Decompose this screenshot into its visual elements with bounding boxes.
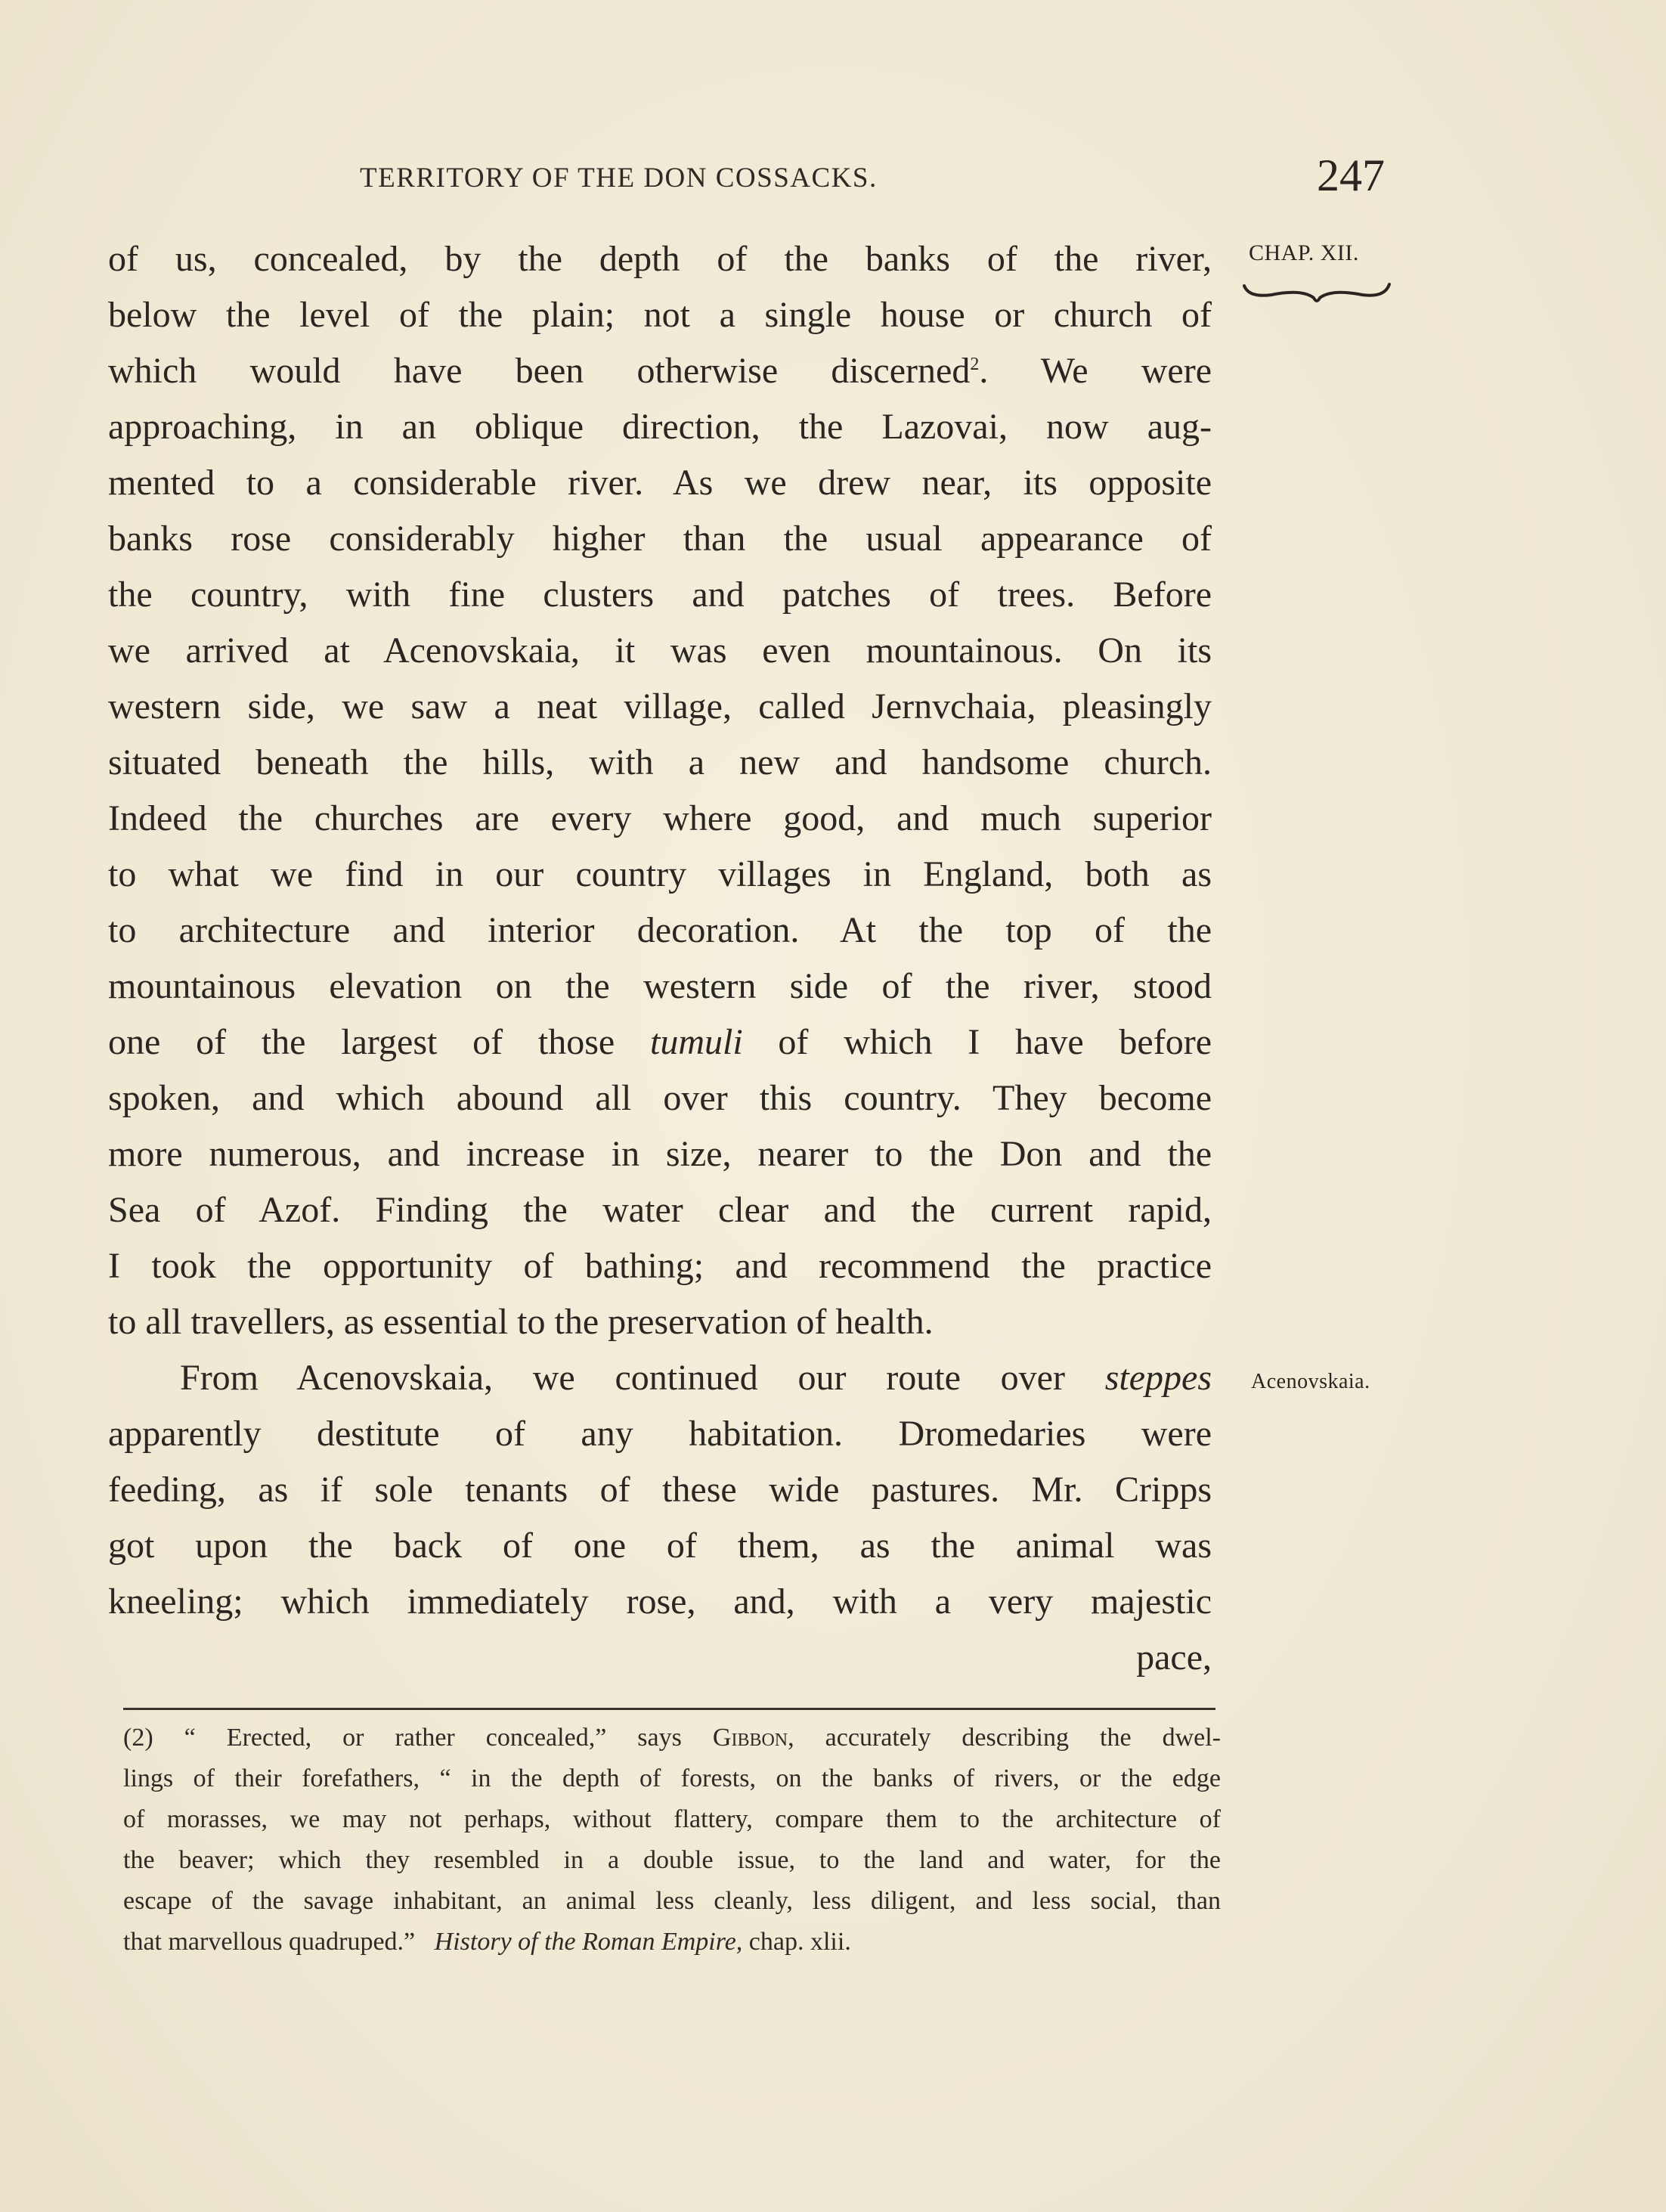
text-line: the country, with fine clusters and patches of trees. Before — [108, 575, 1212, 615]
text-segment: From Acenovskaia, we continued our route over — [180, 1358, 1065, 1398]
text-line: mented to a considerable river. As we drew near, its opposite — [108, 463, 1212, 503]
text-segment: of which I have before — [742, 1022, 1212, 1062]
text-segment: which would have been otherwise discerned — [108, 351, 971, 391]
text-line: below the level of the plain; not a single house or church of — [108, 295, 1212, 335]
brace-ornament-icon — [1241, 278, 1392, 308]
text-line: western side, we saw a neat village, called Jernvchaia, pleasingly — [108, 686, 1212, 726]
text-line: to all travellers, as essential to the preservation of health. — [108, 1302, 934, 1342]
text-line — [108, 1015, 1212, 1070]
text-segment: (2) “ Erected, or rather concealed,” says — [123, 1724, 682, 1752]
text-line: spoken, and which abound all over this country. They become — [108, 1078, 1212, 1118]
main-text — [108, 231, 1212, 1686]
text-line: got upon the back of one of them, as the animal was — [108, 1526, 1212, 1566]
text-segment: that marvellous quadruped.” — [123, 1928, 416, 1956]
text-line: situated beneath the hills, with a new and handsome church. — [108, 742, 1212, 782]
text-line: to architecture and interior decoration. At the top of the — [108, 910, 1212, 950]
footnote-rule — [123, 1708, 1215, 1710]
text-line: mountainous elevation on the western side of the river, stood — [108, 966, 1212, 1006]
text-line: feeding, as if sole tenants of these wide pastures. Mr. Cripps — [108, 1470, 1212, 1510]
author-name: Gibbon — [712, 1724, 788, 1752]
footnote-line — [123, 1718, 1221, 1758]
footnote-line: the beaver; which they resembled in a double issue, to the land and water, for the — [123, 1846, 1221, 1874]
text-segment: chap. xlii. — [742, 1928, 851, 1956]
italic-term: steppes — [1104, 1358, 1212, 1398]
italic-term: tumuli — [649, 1022, 743, 1062]
text-segment: . We were — [979, 351, 1212, 391]
text-line — [108, 343, 1212, 399]
running-title: TERRITORY OF THE DON COSSACKS. — [360, 163, 878, 194]
text-segment: , accurately describing the dwel- — [788, 1724, 1222, 1752]
text-segment: one of the largest of those — [108, 1022, 615, 1062]
text-line: apparently destitute of any habitation. Dromedaries were — [108, 1414, 1212, 1454]
text-line: I took the opportunity of bathing; and recommend the practice — [108, 1246, 1212, 1286]
text-line: kneeling; which immediately rose, and, with a very majestic — [108, 1582, 1212, 1622]
place-margin-note: Acenovskaia. — [1251, 1370, 1370, 1393]
footnote — [123, 1718, 1221, 1963]
text-line — [108, 1350, 1212, 1406]
footnote-line: escape of the savage inhabitant, an animal less cleanly, less diligent, and less social, than — [123, 1887, 1221, 1915]
text-line: of us, concealed, by the depth of the banks of the river, — [108, 239, 1212, 279]
chapter-margin-note: CHAP. XII. — [1249, 240, 1359, 265]
text-line: to what we find in our country villages in England, both as — [108, 854, 1212, 894]
text-line: approaching, in an oblique direction, the Lazovai, now aug- — [108, 407, 1212, 447]
footnote-line — [123, 1922, 1221, 1963]
text-line: Indeed the churches are every where good, and much superior — [108, 798, 1212, 838]
catchword: pace, — [1136, 1637, 1212, 1678]
footnote-line: lings of their forefathers, “ in the depth of forests, on the banks of rivers, or the edge — [123, 1764, 1221, 1792]
page-number: 247 — [1317, 150, 1385, 200]
citation-title: History of the Roman Empire, — [434, 1928, 743, 1956]
text-line: banks rose considerably higher than the usual appearance of — [108, 519, 1212, 559]
footnote-line: of morasses, we may not perhaps, without flattery, compare them to the architecture of — [123, 1805, 1221, 1833]
text-line: we arrived at Acenovskaia, it was even mountainous. On its — [108, 630, 1212, 671]
text-line: Sea of Azof. Finding the water clear and the current rapid, — [108, 1190, 1212, 1230]
text-line: more numerous, and increase in size, nearer to the Don and the — [108, 1134, 1212, 1174]
note-reference: 2 — [970, 355, 980, 374]
